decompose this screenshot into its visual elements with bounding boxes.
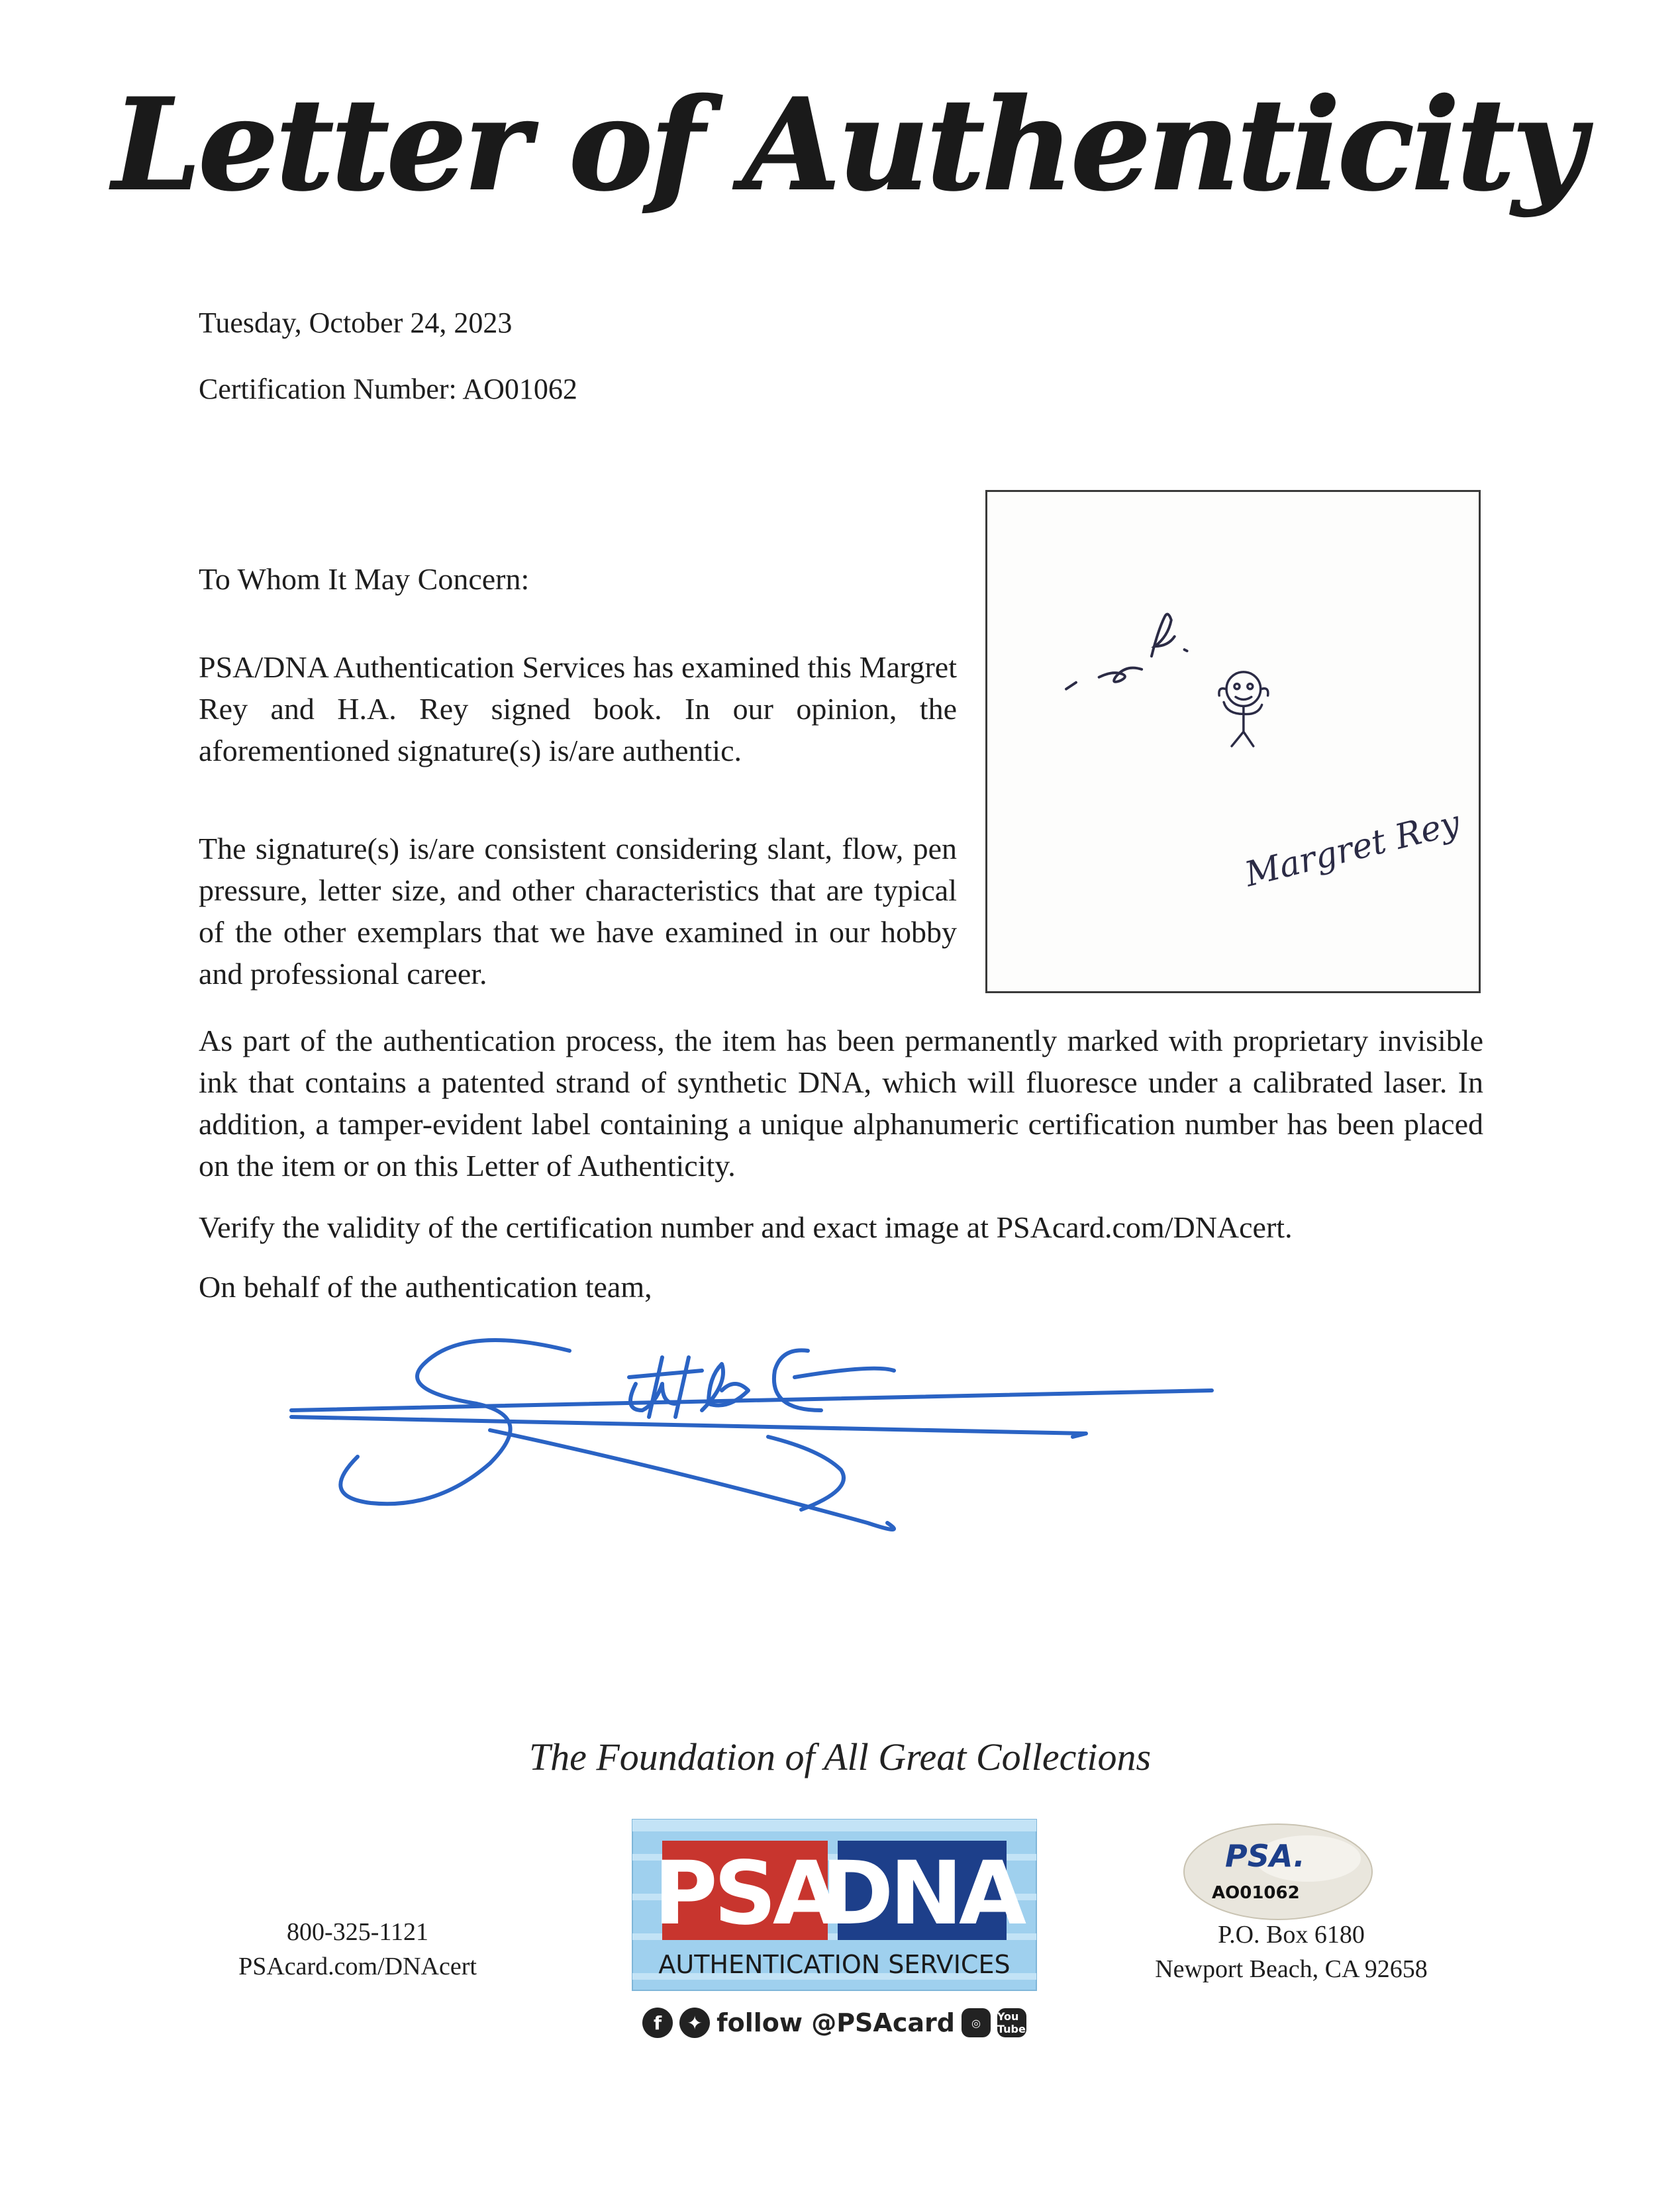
sticker-cert-number: AO01062 bbox=[1212, 1883, 1300, 1903]
letter-heading bbox=[112, 46, 1583, 245]
svg-text:Margret Rey: Margret Rey bbox=[1241, 802, 1464, 895]
certification-number: Certification Number: AO01062 bbox=[199, 373, 577, 405]
footer-address bbox=[1119, 1918, 1463, 1986]
svg-text:PSA: PSA bbox=[654, 1843, 836, 1945]
paragraph-examination: PSA/DNA Authentication Services has examined this Margret Rey and H.A. Rey signed book. In our opinion, the aforementioned signature(s) is/are authentic. bbox=[199, 650, 957, 767]
authenticator-signature bbox=[291, 1324, 1232, 1543]
svg-text:AUTHENTICATION SERVICES: AUTHENTICATION SERVICES bbox=[658, 1950, 1011, 1979]
follow-handle[interactable]: follow @PSAcard bbox=[716, 2008, 955, 2037]
facebook-icon[interactable]: f bbox=[642, 2008, 673, 2038]
svg-text:DNA: DNA bbox=[820, 1843, 1023, 1945]
item-signatures-drawing bbox=[987, 492, 1479, 991]
salutation: To Whom It May Concern: bbox=[199, 562, 530, 596]
footer-phone: 800-325-1121 bbox=[287, 1918, 428, 1946]
instagram-icon[interactable]: ◎ bbox=[962, 2008, 991, 2037]
address-line-1: P.O. Box 6180 bbox=[1218, 1921, 1365, 1949]
twitter-icon[interactable]: ✦ bbox=[679, 2008, 710, 2038]
sticker-brand: PSA. bbox=[1225, 1838, 1305, 1874]
letter-date: Tuesday, October 24, 2023 bbox=[199, 307, 513, 339]
footer-contact bbox=[185, 1915, 530, 1984]
item-photo bbox=[985, 490, 1481, 993]
paragraph-consistency: The signature(s) is/are consistent considering slant, flow, pen pressure, letter size, and other characteristics that are typical of the other exemplars that we have examined in our hobby and professional career. bbox=[199, 832, 957, 991]
paragraph-process: As part of the authentication process, the item has been permanently marked with proprietary invisible ink that contains a patented strand of synthetic DNA, which will fluoresce under a calibrated laser. In addition, a tamper-evident label containing a unique alphanumeric certification number has been placed on the item or on this Letter of Authenticity. bbox=[199, 1024, 1483, 1183]
footer-website: PSAcard.com/DNAcert bbox=[238, 1953, 477, 1980]
svg-text:Letter of Authenticity: Letter of Authenticity bbox=[112, 71, 1583, 218]
address-line-2: Newport Beach, CA 92658 bbox=[1155, 1955, 1428, 1983]
social-follow-row bbox=[632, 2000, 1036, 2046]
paragraph-closing: On behalf of the authentication team, bbox=[199, 1270, 652, 1304]
youtube-icon[interactable]: You Tube bbox=[997, 2008, 1026, 2037]
paragraph-verify: Verify the validity of the certification number and exact image at PSAcard.com/DNAcert. bbox=[199, 1210, 1293, 1244]
signature-drawing bbox=[291, 1324, 1232, 1543]
footer-tagline: The Foundation of All Great Collections bbox=[528, 1735, 1152, 1778]
heading-script bbox=[112, 46, 1583, 245]
